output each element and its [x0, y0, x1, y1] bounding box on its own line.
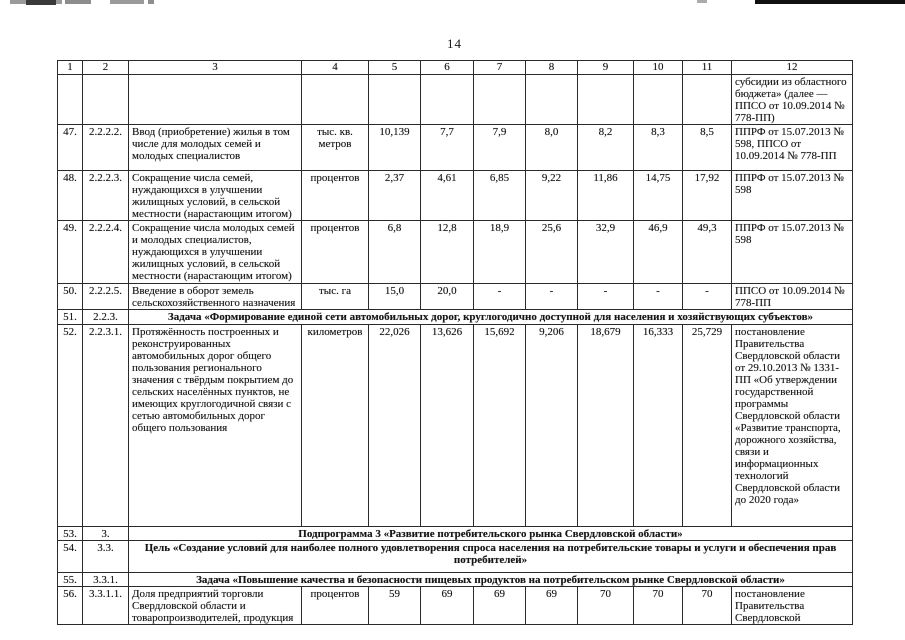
- value-cell: [526, 75, 578, 125]
- column-numbers-row: [58, 61, 853, 75]
- column-number-cell: 1: [58, 61, 83, 75]
- value-cell: 6,8: [369, 221, 421, 284]
- value-cell: 11,86: [578, 171, 634, 221]
- page-number: 14: [447, 36, 462, 51]
- value-cell: 8,2: [578, 125, 634, 171]
- scan-artifact: [110, 0, 144, 4]
- section-title-cell: Цель «Создание условий для наиболее полного удовлетворения спроса населения на потребительские товары и услуги и обеспечения прав потребителей»: [129, 541, 853, 573]
- table-row: [58, 171, 853, 221]
- value-cell: 25,729: [683, 325, 732, 527]
- code-cell: 3.3.1.: [83, 573, 129, 587]
- value-cell: 9,206: [526, 325, 578, 527]
- value-cell: 17,92: [683, 171, 732, 221]
- code-cell: 2.2.2.4.: [83, 221, 129, 284]
- value-cell: [369, 75, 421, 125]
- table-row: [58, 310, 853, 325]
- source-cell: ППРФ от 15.07.2013 № 598: [732, 171, 853, 221]
- value-cell: 70: [683, 587, 732, 625]
- value-cell: 49,3: [683, 221, 732, 284]
- column-number-cell: 9: [578, 61, 634, 75]
- column-number-cell: 4: [302, 61, 369, 75]
- value-cell: 8,3: [634, 125, 683, 171]
- value-cell: 16,333: [634, 325, 683, 527]
- value-cell: 69: [526, 587, 578, 625]
- value-cell: -: [474, 284, 526, 310]
- value-cell: 10,139: [369, 125, 421, 171]
- table-header-row: [58, 61, 853, 75]
- value-cell: [474, 75, 526, 125]
- code-cell: 3.: [83, 527, 129, 541]
- value-cell: [634, 75, 683, 125]
- value-cell: 8,5: [683, 125, 732, 171]
- indicator-name-cell: [129, 75, 302, 125]
- column-number-cell: 3: [129, 61, 302, 75]
- column-number-cell: 2: [83, 61, 129, 75]
- value-cell: 15,692: [474, 325, 526, 527]
- source-cell: ППРФ от 15.07.2013 № 598, ППСО от 10.09.2014 № 778-ПП: [732, 125, 853, 171]
- code-cell: 3.3.1.1.: [83, 587, 129, 625]
- value-cell: 4,61: [421, 171, 474, 221]
- row-number-cell: 50.: [58, 284, 83, 310]
- indicators-table: [57, 60, 853, 625]
- column-number-cell: 10: [634, 61, 683, 75]
- table-row: [58, 284, 853, 310]
- unit-cell: тыс. га: [302, 284, 369, 310]
- unit-cell: процентов: [302, 171, 369, 221]
- code-cell: 2.2.2.2.: [83, 125, 129, 171]
- indicator-name-cell: Доля предприятий торговли Свердловской области и товаропроизводителей, продукция: [129, 587, 302, 625]
- source-cell: субсидии из областного бюджета» (далее — ППСО от 10.09.2014 № 778-ПП): [732, 75, 853, 125]
- indicator-name-cell: Протяжённость построенных и реконструированных автомобильных дорог общего пользования регионального значения с твёрдым покрытием до сельских населённых пунктов, не имеющих круглогодичной связи с сетью автомобильных дорог общего пользования: [129, 325, 302, 527]
- row-number-cell: [58, 75, 83, 125]
- indicator-name-cell: Сокращение числа молодых семей и молодых специалистов, нуждающихся в улучшении жилищных условий, в сельской местности (нарастающим итогом): [129, 221, 302, 284]
- value-cell: 14,75: [634, 171, 683, 221]
- indicator-name-cell: Ввод (приобретение) жилья в том числе для молодых семей и молодых специалистов: [129, 125, 302, 171]
- table-row: [58, 125, 853, 171]
- code-cell: 2.2.3.: [83, 310, 129, 325]
- value-cell: 25,6: [526, 221, 578, 284]
- value-cell: -: [578, 284, 634, 310]
- code-cell: [83, 75, 129, 125]
- value-cell: 69: [421, 587, 474, 625]
- scan-artifact: [26, 0, 56, 5]
- row-number-cell: 49.: [58, 221, 83, 284]
- source-cell: ППСО от 10.09.2014 № 778-ПП: [732, 284, 853, 310]
- scan-artifact: [697, 0, 707, 3]
- table-row: [58, 573, 853, 587]
- value-cell: [578, 75, 634, 125]
- value-cell: [683, 75, 732, 125]
- column-number-cell: 5: [369, 61, 421, 75]
- section-title-cell: Задача «Формирование единой сети автомобильных дорог, круглогодично доступной для населения и хозяйствующих субъектов»: [129, 310, 853, 325]
- row-number-cell: 48.: [58, 171, 83, 221]
- row-number-cell: 54.: [58, 541, 83, 573]
- value-cell: 8,0: [526, 125, 578, 171]
- column-number-cell: 7: [474, 61, 526, 75]
- value-cell: 7,9: [474, 125, 526, 171]
- code-cell: 2.2.2.3.: [83, 171, 129, 221]
- table-row: [58, 75, 853, 125]
- value-cell: -: [683, 284, 732, 310]
- row-number-cell: 51.: [58, 310, 83, 325]
- value-cell: 9,22: [526, 171, 578, 221]
- code-cell: 2.2.2.5.: [83, 284, 129, 310]
- table-row: [58, 587, 853, 625]
- value-cell: 15,0: [369, 284, 421, 310]
- value-cell: 59: [369, 587, 421, 625]
- unit-cell: километров: [302, 325, 369, 527]
- value-cell: 46,9: [634, 221, 683, 284]
- table-body: [58, 75, 853, 625]
- code-cell: 3.3.: [83, 541, 129, 573]
- source-cell: ППРФ от 15.07.2013 № 598: [732, 221, 853, 284]
- column-number-cell: 11: [683, 61, 732, 75]
- table-row: [58, 527, 853, 541]
- section-title-cell: Задача «Повышение качества и безопасности пищевых продуктов на потребительском рынке Свердловской области»: [129, 573, 853, 587]
- unit-cell: тыс. кв. метров: [302, 125, 369, 171]
- indicator-name-cell: Введение в оборот земель сельскохозяйственного назначения: [129, 284, 302, 310]
- code-cell: 2.2.3.1.: [83, 325, 129, 527]
- source-cell: постановление Правительства Свердловской: [732, 587, 853, 625]
- row-number-cell: 56.: [58, 587, 83, 625]
- table-row: [58, 325, 853, 527]
- row-number-cell: 53.: [58, 527, 83, 541]
- scan-artifact: [148, 0, 154, 4]
- value-cell: 6,85: [474, 171, 526, 221]
- scan-artifact: [755, 0, 905, 4]
- column-number-cell: 12: [732, 61, 853, 75]
- value-cell: 12,8: [421, 221, 474, 284]
- row-number-cell: 52.: [58, 325, 83, 527]
- value-cell: 70: [578, 587, 634, 625]
- value-cell: 2,37: [369, 171, 421, 221]
- value-cell: -: [526, 284, 578, 310]
- value-cell: 13,626: [421, 325, 474, 527]
- unit-cell: [302, 75, 369, 125]
- section-title-cell: Подпрограмма 3 «Развитие потребительского рынка Свердловской области»: [129, 527, 853, 541]
- scan-artifact: [65, 0, 91, 4]
- value-cell: 69: [474, 587, 526, 625]
- value-cell: 7,7: [421, 125, 474, 171]
- value-cell: 32,9: [578, 221, 634, 284]
- value-cell: 18,679: [578, 325, 634, 527]
- unit-cell: процентов: [302, 221, 369, 284]
- value-cell: 22,026: [369, 325, 421, 527]
- value-cell: 70: [634, 587, 683, 625]
- table-row: [58, 541, 853, 573]
- column-number-cell: 8: [526, 61, 578, 75]
- unit-cell: процентов: [302, 587, 369, 625]
- value-cell: -: [634, 284, 683, 310]
- indicator-name-cell: Сокращение числа семей, нуждающихся в улучшении жилищных условий, в сельской местности (нарастающим итогом): [129, 171, 302, 221]
- row-number-cell: 47.: [58, 125, 83, 171]
- column-number-cell: 6: [421, 61, 474, 75]
- value-cell: [421, 75, 474, 125]
- row-number-cell: 55.: [58, 573, 83, 587]
- source-cell: постановление Правительства Свердловской области от 29.10.2013 № 1331-ПП «Об утверждении государственной программы Свердловской области «Развитие транспорта, дорожного хозяйства, связи и информационных технологий Свердловской области до 2020 года»: [732, 325, 853, 527]
- value-cell: 20,0: [421, 284, 474, 310]
- value-cell: 18,9: [474, 221, 526, 284]
- table-row: [58, 221, 853, 284]
